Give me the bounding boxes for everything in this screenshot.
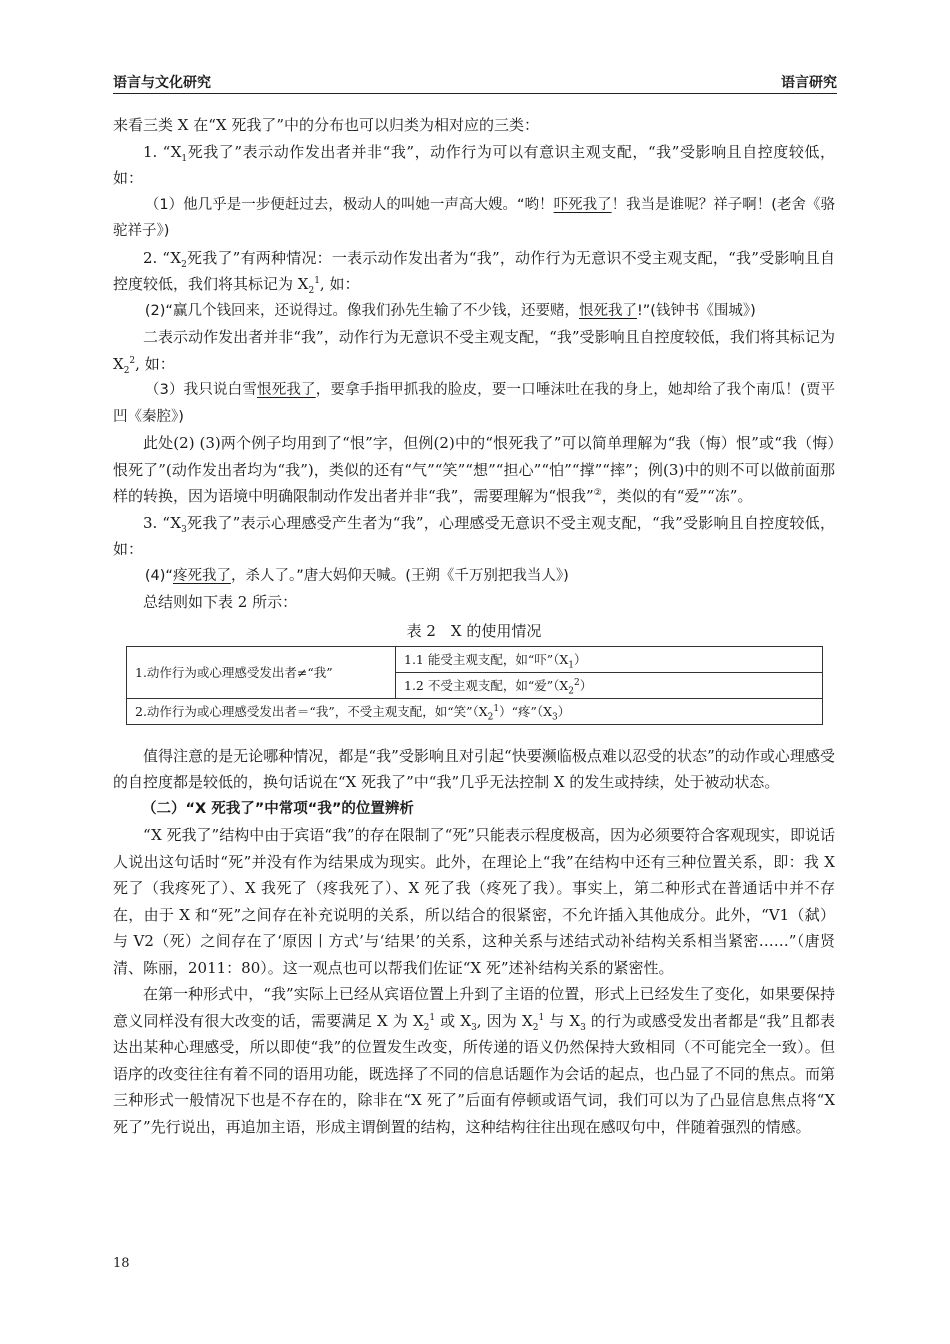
paragraph-type-1: 1. “$X_1$死我了”表示动作发出者并非“我”，动作行为可以有意识主观支配，“我”受影响且自控度较低，如： xyxy=(113,142,835,187)
footnote-marker: ② xyxy=(593,488,602,498)
example-1-highlight: 吓死我了 xyxy=(553,196,612,213)
table-cell: 1.2 不受主观支配，如“爱$”(X_2^2)$ xyxy=(396,672,823,698)
example-2: (2)“赢几个钱回来，还说得过。像我们孙先生输了不少钱，还要赌，恨死我了!”(钱钟书《围城》) xyxy=(144,302,756,319)
table-cell: 2.动作行为或心理感受发出者＝“我”，不受主观支配，如“笑$”(X_2^1)“$疼$”(X_3)$ xyxy=(127,698,823,724)
paragraph-comparison: 此处(2) (3)两个例子均用到了“恨”字，但例(2)中的“恨死我了”可以简单理解为“我（悔）恨”或“我（悔）恨死了”(动作发出者均为“我”)，类似的还有“气”“笑”“想”“担心”“怕”“撑”“摔”；例(3)中的则不可以做前面那样的转换，因为语境中明确限制动作发出者并非“我”，需要理解为“恨我”②，类似的有“爱”“冻”。 xyxy=(113,434,835,505)
paragraph-intro: 来看三类 X 在“X 死我了”中的分布也可以归类为相对应的三类： xyxy=(113,116,540,134)
paragraph-type-2b: 二表示动作发出者并非“我”，动作行为无意识不受主观支配，“我”受影响且自控度较低，我们将其标记为 $X_2^2$, 如： xyxy=(113,328,835,376)
example-1: （1）他几乎是一步便赶过去，极动人的叫她一声高大嫂。“哟！吓死我了！我当是谁呢？祥子啊！(老舍《骆驼祥子》) xyxy=(113,196,836,239)
example-2-highlight: 恨死我了 xyxy=(578,302,637,319)
usage-table xyxy=(126,646,823,725)
paragraph-first-form: 在第一种形式中，“我”实际上已经从宾语位置上升到了主语的位置，形式上已经发生了变化，如果要保持意义同样没有很大改变的话，需要满足 X 为 $X_2^1$ 或 $X_3$, 因为 $X_2^1$ 与 $X_3$ 的行为或感受发出者都是“我”且都表达出某种心理感受，所以即使“我”的位置发生改变，所传递的语义仍然保持大致相同（不可能完全一致）。但语序的改变往往有着不同的语用功能，既选择了不同的信息话题作为会话的起点，也凸显了不同的焦点。而第三种形式一般情况下也是不存在的，除非在“X 死了”后面有停顿或语气词，我们可以为了凸显信息焦点将“X 死了”先行说出，再追加主语，形成主谓倒置的结构，这种结构往往出现在感叹句中，伴随着强烈的情感。 xyxy=(113,985,836,1136)
paragraph-observation: 值得注意的是无论哪种情况，都是“我”受影响且对引起“快要濒临极点难以忍受的状态”的动作或心理感受的自控度都是较低的，换句话说在“X 死我了”中“我”几乎无法控制 X 的发生或持续，处于被动状态。 xyxy=(113,746,835,791)
table-caption: 表 2 X 的使用情况 xyxy=(406,621,542,640)
journal-title: 语言与文化研究 xyxy=(113,75,211,91)
section-title: 语言研究 xyxy=(781,75,837,91)
table-row xyxy=(127,698,823,724)
example-4-highlight: 疼死我了 xyxy=(172,567,231,584)
table-cell: 1.动作行为或心理感受发出者≠“我” xyxy=(127,646,396,698)
paragraph-summary-lead: 总结则如下表 2 所示： xyxy=(143,593,298,611)
page-number: 18 xyxy=(113,1256,130,1271)
paragraph-position-analysis: “X 死我了”结构中由于宾语“我”的存在限制了“死”只能表示程度极高，因为必须要符合客观现实，即说话人说出这句话时“死”并没有作为结果成为现实。此外，在理论上“我”在结构中还有三种位置关系，即：我 X 死了（我疼死了）、X 我死了（疼我死了）、X 死了我（疼死了我）。事实上，第二种形式在普通话中并不存在，由于 X 和“死”之间存在补充说明的关系，所以结合的很紧密，不允许插入其他成分。此外，“V1（弑）与 V2（死）之间存在了‘原因丨方式’与‘结果’的关系，这种关系与述结式动补结构关系相当紧密……”（唐贤清、陈丽，2011：80）。这一观点也可以帮我们佐证“X 死”述补结构关系的紧密性。 xyxy=(113,826,835,977)
table-row xyxy=(127,646,823,672)
paragraph-type-2: 2. “$X_2$死我了”有两种情况：一表示动作发出者为“我”，动作行为无意识不受主观支配，“我”受影响且自控度较低，我们将其标记为 $X_2^1$, 如： xyxy=(113,248,835,296)
paragraph-type-3: 3. “$X_3$死我了”表示心理感受产生者为“我”，心理感受无意识不受主观支配，“我”受影响且自控度较低，如： xyxy=(113,513,835,558)
example-3: （3）我只说白雪恨死我了，要拿手指甲抓我的脸皮，要一口唾沫吐在我的身上，她却给了我个南瓜！(贾平凹《秦腔》) xyxy=(113,382,835,425)
header-rule xyxy=(113,93,837,94)
running-header xyxy=(113,70,837,92)
article-body xyxy=(113,112,835,1140)
table-cell: 1.1 能受主观支配，如“吓$”(X_1)$ xyxy=(396,646,823,672)
section-heading: （二）“X 死我了”中常项“我”的位置辨析 xyxy=(142,800,414,817)
example-4: (4)“疼死我了，杀人了。”唐大妈仰天喊。(王朔《千万别把我当人》) xyxy=(144,567,569,584)
example-3-highlight: 恨死我了 xyxy=(257,382,316,398)
